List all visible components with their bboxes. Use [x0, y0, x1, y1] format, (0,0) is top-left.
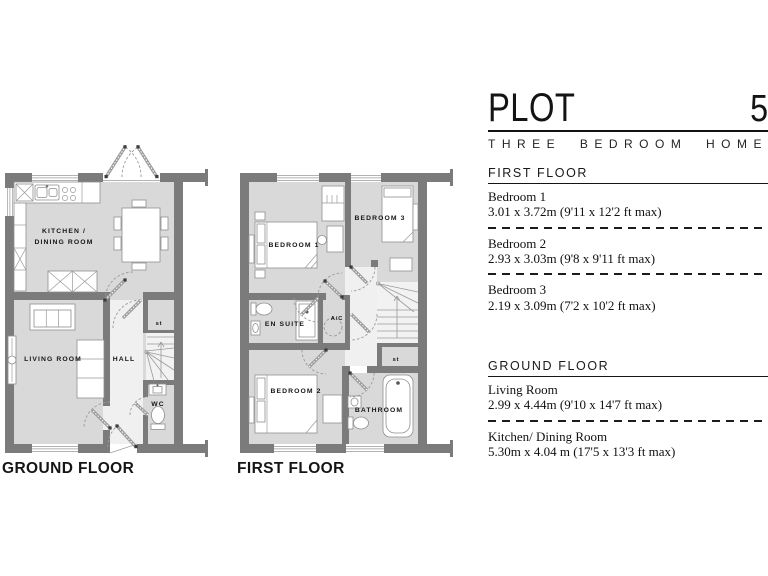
kitchen-label-line1: KITCHEN /	[42, 228, 86, 235]
living-room-label: LIVING ROOM	[24, 356, 82, 363]
kitchen-label-line2: DINING ROOM	[34, 239, 94, 246]
title-rule	[488, 130, 768, 132]
plot-title: PLOT	[488, 86, 576, 130]
room-dims: 2.99 x 4.44m (9'10 x 14'7 ft max)	[488, 397, 663, 413]
bedroom1-label: BEDROOM 1	[268, 242, 320, 249]
hall-label: HALL	[112, 356, 136, 363]
dashed-separator	[488, 227, 768, 229]
ground-floor-heading: GROUND FLOOR	[488, 359, 768, 377]
ac-label: A/C	[330, 316, 344, 322]
room-entry-living-room	[488, 382, 768, 413]
ground-floor-plan	[0, 140, 230, 470]
dining-table	[114, 200, 168, 270]
room-entry-kitchen-dining	[488, 429, 768, 460]
room-name: Kitchen/ Dining Room	[488, 428, 608, 444]
wc-label: WC	[151, 401, 165, 408]
store-label: st	[155, 321, 163, 327]
plot-number: 5	[750, 87, 768, 130]
room-dims: 2.19 x 3.09m (7'2 x 10'2 ft max)	[488, 297, 656, 313]
room-entry-bedroom1	[488, 189, 768, 220]
french-doors	[103, 145, 160, 182]
room-name: Living Room	[488, 381, 558, 397]
first-floor-heading: FIRST FLOOR	[488, 166, 768, 184]
room-dims: 2.93 x 3.03m (9'8 x 9'11 ft max)	[488, 250, 656, 266]
bathroom-label: BATHROOM	[354, 407, 404, 414]
first-floor-plan	[230, 140, 465, 470]
dashed-separator	[488, 420, 768, 422]
room-dims: 5.30m x 4.04 m (17'5 x 13'3 ft max)	[488, 443, 676, 459]
bedroom3-label: BEDROOM 3	[354, 215, 406, 222]
plot-subtitle	[488, 137, 768, 151]
room-name: Bedroom 1	[488, 189, 547, 204]
dashed-separator	[488, 273, 768, 275]
room-entry-bedroom2	[488, 236, 768, 267]
room-dims: 3.01 x 3.72m (9'11 x 12'2 ft max)	[488, 204, 662, 220]
ensuite-label: EN SUITE	[264, 321, 306, 328]
room-name: Bedroom 3	[488, 282, 547, 298]
room-entry-bedroom3	[488, 282, 768, 313]
subtitle-word-3: HOME	[706, 137, 768, 151]
bedroom2-label: BEDROOM 2	[270, 388, 322, 395]
plot-title-row	[488, 86, 768, 130]
room-name: Bedroom 2	[488, 235, 547, 251]
subtitle-word-1: THREE	[488, 137, 562, 151]
first-floor-schedule	[488, 166, 768, 313]
first-floor-caption: FIRST FLOOR	[237, 460, 345, 477]
first-store-label: st	[392, 357, 400, 363]
subtitle-word-2: BEDROOM	[579, 137, 688, 151]
ground-floor-caption: GROUND FLOOR	[2, 460, 135, 477]
ground-floor-schedule	[488, 359, 768, 459]
plot-info-panel	[488, 86, 768, 465]
